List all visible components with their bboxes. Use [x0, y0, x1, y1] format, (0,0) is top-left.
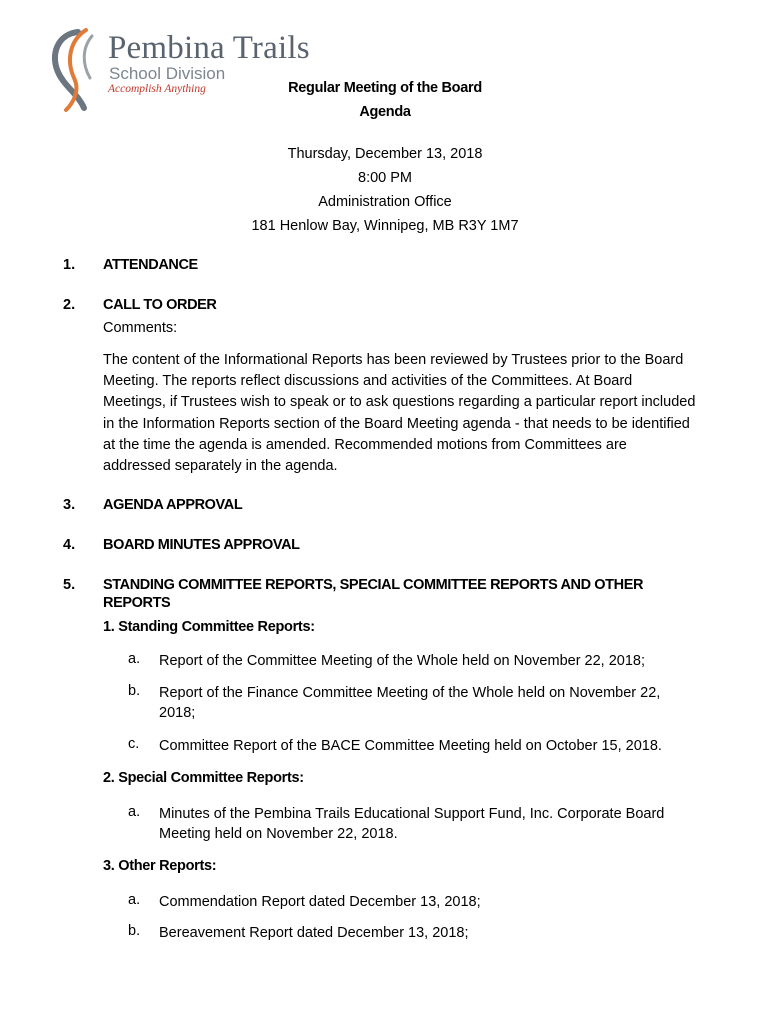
list-letter: a.: [128, 804, 141, 820]
section-heading-call-to-order: CALL TO ORDER: [103, 297, 217, 313]
section-heading-attendance: ATTENDANCE: [103, 257, 198, 273]
section-number: 1.: [63, 257, 76, 273]
comments-paragraph: [103, 350, 733, 477]
paragraph-line: in the Information Reports section of the Board Meeting agenda - that needs to be identified: [103, 415, 690, 432]
section-number: 4.: [63, 537, 76, 553]
standing-committee-heading: 1. Standing Committee Reports:: [103, 619, 315, 635]
list-item-text: Bereavement Report dated December 13, 2018;: [159, 925, 469, 941]
section-number: 3.: [63, 497, 76, 513]
section-heading-committee-reports-cont: REPORTS: [103, 595, 171, 611]
list-letter: a.: [128, 892, 141, 908]
list-item: [159, 683, 719, 723]
meeting-address: 181 Henlow Bay, Winnipeg, MB R3Y 1M7: [251, 218, 519, 234]
list-item-text: Commendation Report dated December 13, 2018;: [159, 894, 481, 910]
list-item-text: Committee Report of the BACE Committee Meeting held on October 15, 2018.: [159, 738, 662, 754]
meeting-location: Administration Office: [318, 194, 452, 210]
section-heading-board-minutes: BOARD MINUTES APPROVAL: [103, 537, 300, 553]
comments-label: Comments:: [103, 320, 178, 336]
section-heading-agenda-approval: AGENDA APPROVAL: [103, 497, 243, 513]
list-item: [159, 892, 719, 912]
meeting-time: 8:00 PM: [358, 170, 412, 186]
list-letter: b.: [128, 683, 141, 699]
list-item-text: Minutes of the Pembina Trails Educational Support Fund, Inc. Corporate Board: [159, 806, 665, 822]
section-number: 5.: [63, 577, 76, 593]
list-item: [159, 804, 719, 844]
list-item: [159, 736, 719, 756]
logo-subtitle: School Division: [109, 64, 226, 83]
list-item-text: Report of the Committee Meeting of the Whole held on November 22, 2018;: [159, 653, 646, 669]
list-item: [159, 651, 719, 671]
paragraph-line: addressed separately in the agenda.: [103, 458, 338, 475]
document-subtitle: Agenda: [359, 104, 411, 120]
other-reports-heading: 3. Other Reports:: [103, 858, 217, 874]
list-item: [159, 923, 719, 943]
logo-name: Pembina Trails: [108, 30, 310, 66]
document-title: Regular Meeting of the Board: [288, 80, 482, 96]
meeting-date: Thursday, December 13, 2018: [287, 146, 483, 162]
list-letter: b.: [128, 923, 141, 939]
paragraph-line: The content of the Informational Reports has been reviewed by Trustees prior to the Board: [103, 352, 684, 368]
special-committee-heading: 2. Special Committee Reports:: [103, 770, 304, 786]
list-item-text: 2018;: [159, 705, 196, 721]
paragraph-line: Meeting. The reports reflect discussions and activities of the Committees. At Board: [103, 373, 633, 390]
paragraph-line: at the time the agenda is amended. Recommended motions from Committees are: [103, 436, 627, 453]
section-number: 2.: [63, 297, 76, 313]
section-heading-committee-reports: STANDING COMMITTEE REPORTS, SPECIAL COMMITTEE REPORTS AND OTHER: [103, 577, 644, 593]
logo-swirl-icon: [44, 24, 108, 114]
list-item-text: Report of the Finance Committee Meeting of the Whole held on November 22,: [159, 685, 661, 701]
paragraph-line: Meetings, if Trustees wish to speak or to ask questions regarding a particular report included: [103, 394, 696, 411]
school-division-logo: [44, 24, 324, 114]
list-item-text: Meeting held on November 22, 2018.: [159, 826, 398, 842]
logo-tagline: Accomplish Anything: [108, 83, 206, 95]
list-letter: c.: [128, 736, 140, 752]
list-letter: a.: [128, 651, 141, 667]
